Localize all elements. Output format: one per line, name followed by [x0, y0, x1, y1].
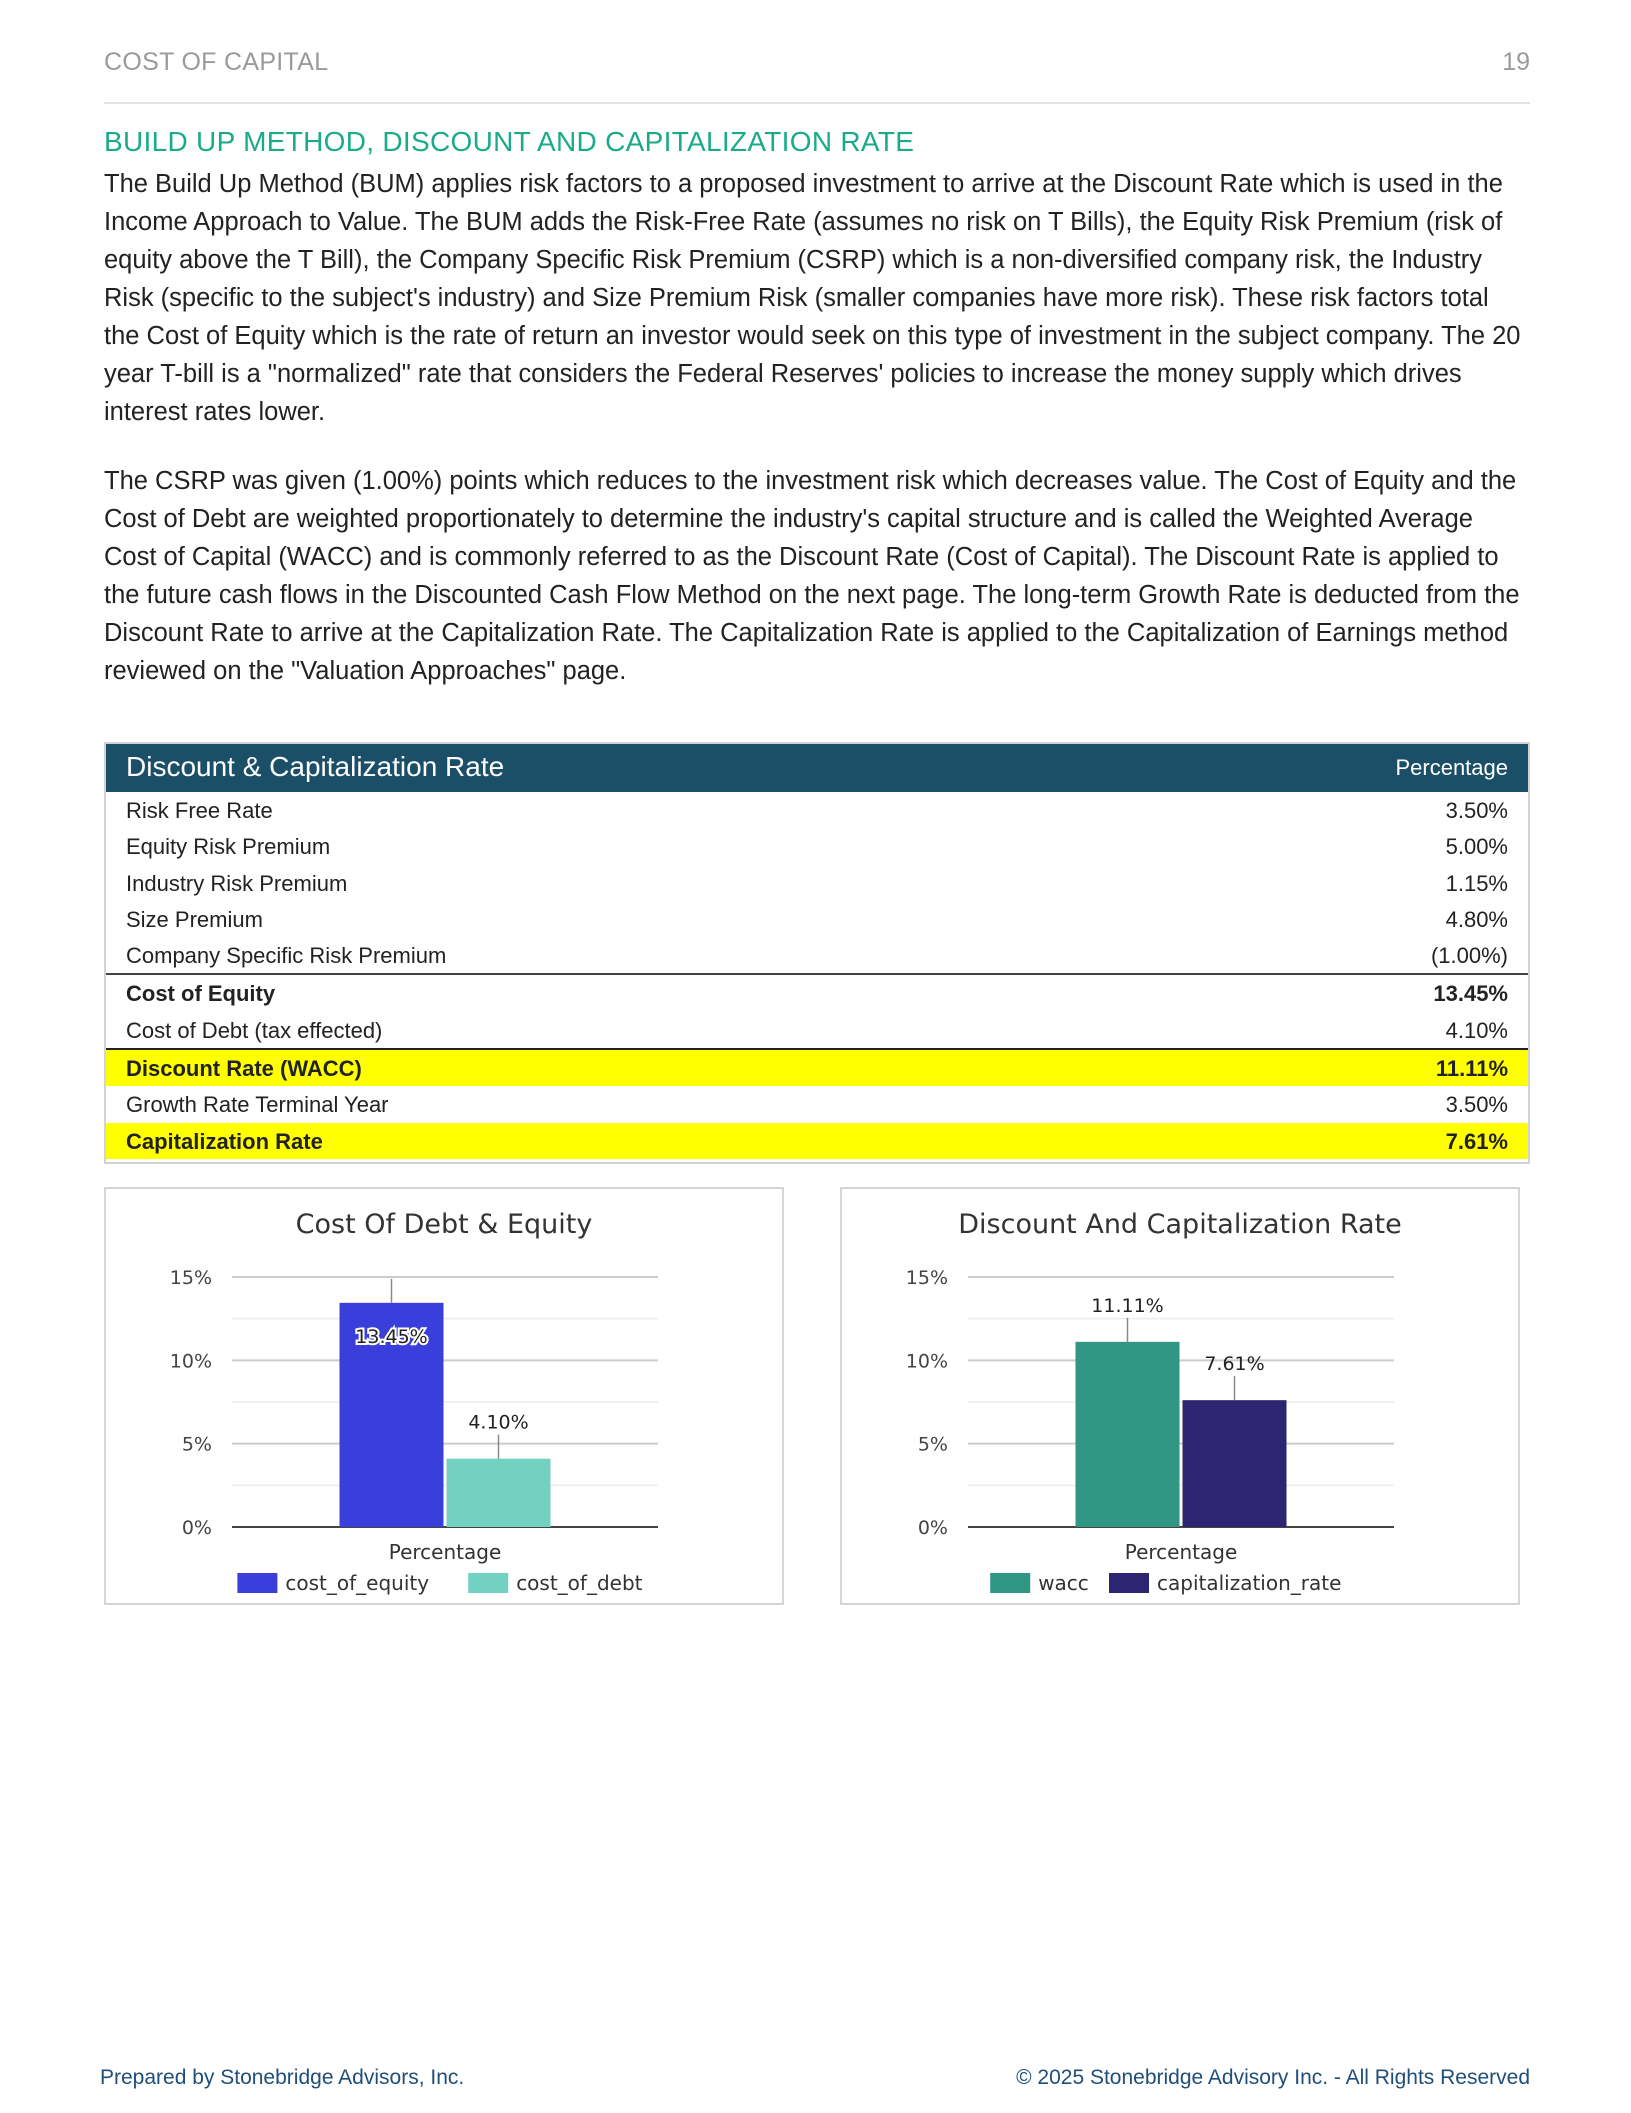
row-value: 3.50%	[1445, 1092, 1508, 1118]
legend-label-wacc: wacc	[1038, 1571, 1089, 1595]
table-row-growth-rate	[106, 1086, 1528, 1122]
page-header	[104, 44, 1530, 104]
chart-discount-capitalization	[840, 1187, 1520, 1605]
row-label: Company Specific Risk Premium	[126, 943, 447, 969]
legend-swatch-cost_of_equity	[237, 1573, 277, 1593]
chart-svg-debt-equity	[106, 1189, 782, 1603]
data-label-cost_of_debt: 4.10%	[468, 1411, 529, 1434]
chart-title: Cost Of Debt & Equity	[295, 1209, 593, 1240]
discount-capitalization-table	[104, 742, 1530, 1164]
row-value: 13.45%	[1433, 981, 1508, 1007]
table-row-cost-of-debt	[106, 1012, 1528, 1048]
bar-cost_of_debt	[447, 1459, 551, 1527]
table-row-risk-free-rate	[106, 792, 1528, 828]
chart-svg-discount-cap	[842, 1189, 1518, 1603]
legend-label-cost_of_debt: cost_of_debt	[516, 1571, 643, 1595]
y-tick-label: 5%	[917, 1433, 948, 1456]
y-tick-label: 10%	[905, 1350, 948, 1373]
chart-title: Discount And Capitalization Rate	[958, 1209, 1402, 1240]
data-label-capitalization_rate: 7.61%	[1204, 1353, 1265, 1376]
page-number: 19	[1502, 48, 1530, 76]
table-row-cost-of-equity	[106, 973, 1528, 1011]
table-column-header: Percentage	[1395, 755, 1508, 780]
y-tick-label: 10%	[169, 1350, 212, 1373]
row-label: Capitalization Rate	[126, 1128, 323, 1154]
table-title: Discount & Capitalization Rate	[126, 751, 505, 782]
table-header	[106, 744, 1528, 792]
table-row-equity-risk-premium	[106, 828, 1528, 864]
legend-swatch-wacc	[990, 1573, 1030, 1593]
row-label: Cost of Equity	[126, 981, 276, 1007]
legend-label-cost_of_equity: cost_of_equity	[285, 1571, 430, 1595]
paragraph-csrp: The CSRP was given (1.00%) points which reduces to the investment risk which decreases value. The Cost of Equity and the Cost of Debt are weighted proportionately to determine the industry's capital structure and is called the Weighted Average Cost of Capital (WACC) and is commonly referred to as the Discount Rate (Cost of Capital). The Discount Rate is applied to the future cash flows in the Discounted Cash Flow Method on the next page. The long-term Growth Rate is deducted from the Discount Rate to arrive at the Capitalization Rate. The Capitalization Rate is applied to the Capitalization of Earnings method reviewed on the "Valuation Approaches" page.	[104, 467, 1520, 685]
y-tick-label: 15%	[905, 1267, 948, 1289]
row-value: 5.00%	[1445, 834, 1508, 860]
legend-swatch-capitalization_rate	[1109, 1573, 1149, 1593]
y-tick-label: 0%	[181, 1517, 212, 1539]
row-value: 1.15%	[1445, 870, 1508, 896]
paragraph-build-up-method: The Build Up Method (BUM) applies risk factors to a proposed investment to arrive at the Discount Rate which is used in the Income Approach to Value. The BUM adds the Risk-Free Rate (assumes no risk on T Bills), the Equity Risk Premium (risk of equity above the T Bill), the Company Specific Risk Premium (CSRP) which is a non-diversified company risk, the Industry Risk (specific to the subject's industry) and Size Premium Risk (smaller companies have more risk). These risk factors total the Cost of Equity which is the rate of return an investor would seek on this type of investment in the subject company. The 20 year T-bill is a "normalized" rate that considers the Federal Reserves' policies to increase the money supply which drives interest rates lower.	[104, 170, 1521, 426]
legend-label-capitalization_rate: capitalization_rate	[1157, 1571, 1342, 1595]
row-value: 7.61%	[1445, 1128, 1508, 1154]
y-tick-label: 15%	[169, 1267, 212, 1289]
section-label: COST OF CAPITAL	[104, 48, 329, 76]
x-axis-label: Percentage	[1124, 1540, 1238, 1564]
legend-swatch-cost_of_debt	[468, 1573, 508, 1593]
chart-cost-of-debt-equity	[104, 1187, 784, 1605]
data-label-cost_of_equity: 13.45%	[355, 1325, 428, 1348]
table-row-size-premium	[106, 901, 1528, 937]
bar-wacc	[1076, 1342, 1180, 1527]
row-label: Industry Risk Premium	[126, 870, 348, 896]
y-tick-label: 5%	[181, 1433, 212, 1456]
row-label: Discount Rate (WACC)	[126, 1056, 362, 1082]
data-label-wacc: 11.11%	[1091, 1294, 1164, 1317]
row-value: 4.80%	[1445, 906, 1508, 932]
row-label: Risk Free Rate	[126, 798, 273, 823]
row-label: Growth Rate Terminal Year	[126, 1092, 389, 1118]
row-value: 4.10%	[1445, 1017, 1508, 1043]
row-label: Equity Risk Premium	[126, 834, 331, 860]
footer-copyright: © 2025 Stonebridge Advisory Inc. - All Rights Reserved	[1016, 2066, 1530, 2089]
bar-capitalization_rate	[1183, 1400, 1287, 1527]
table-row-capitalization-rate	[106, 1123, 1528, 1159]
footer-prepared-by: Prepared by Stonebridge Advisors, Inc.	[100, 2066, 465, 2089]
row-value: 11.11%	[1435, 1056, 1508, 1082]
x-axis-label: Percentage	[388, 1540, 502, 1564]
table-row-discount-rate	[106, 1048, 1528, 1086]
table-row-industry-risk-premium	[106, 865, 1528, 901]
section-title: BUILD UP METHOD, DISCOUNT AND CAPITALIZATION RATE	[104, 126, 915, 157]
row-value: 3.50%	[1445, 798, 1508, 823]
row-label: Cost of Debt (tax effected)	[126, 1017, 383, 1043]
table-row-company-specific-risk	[106, 937, 1528, 973]
y-tick-label: 0%	[917, 1517, 948, 1539]
row-value: (1.00%)	[1430, 943, 1508, 969]
row-label: Size Premium	[126, 906, 263, 932]
